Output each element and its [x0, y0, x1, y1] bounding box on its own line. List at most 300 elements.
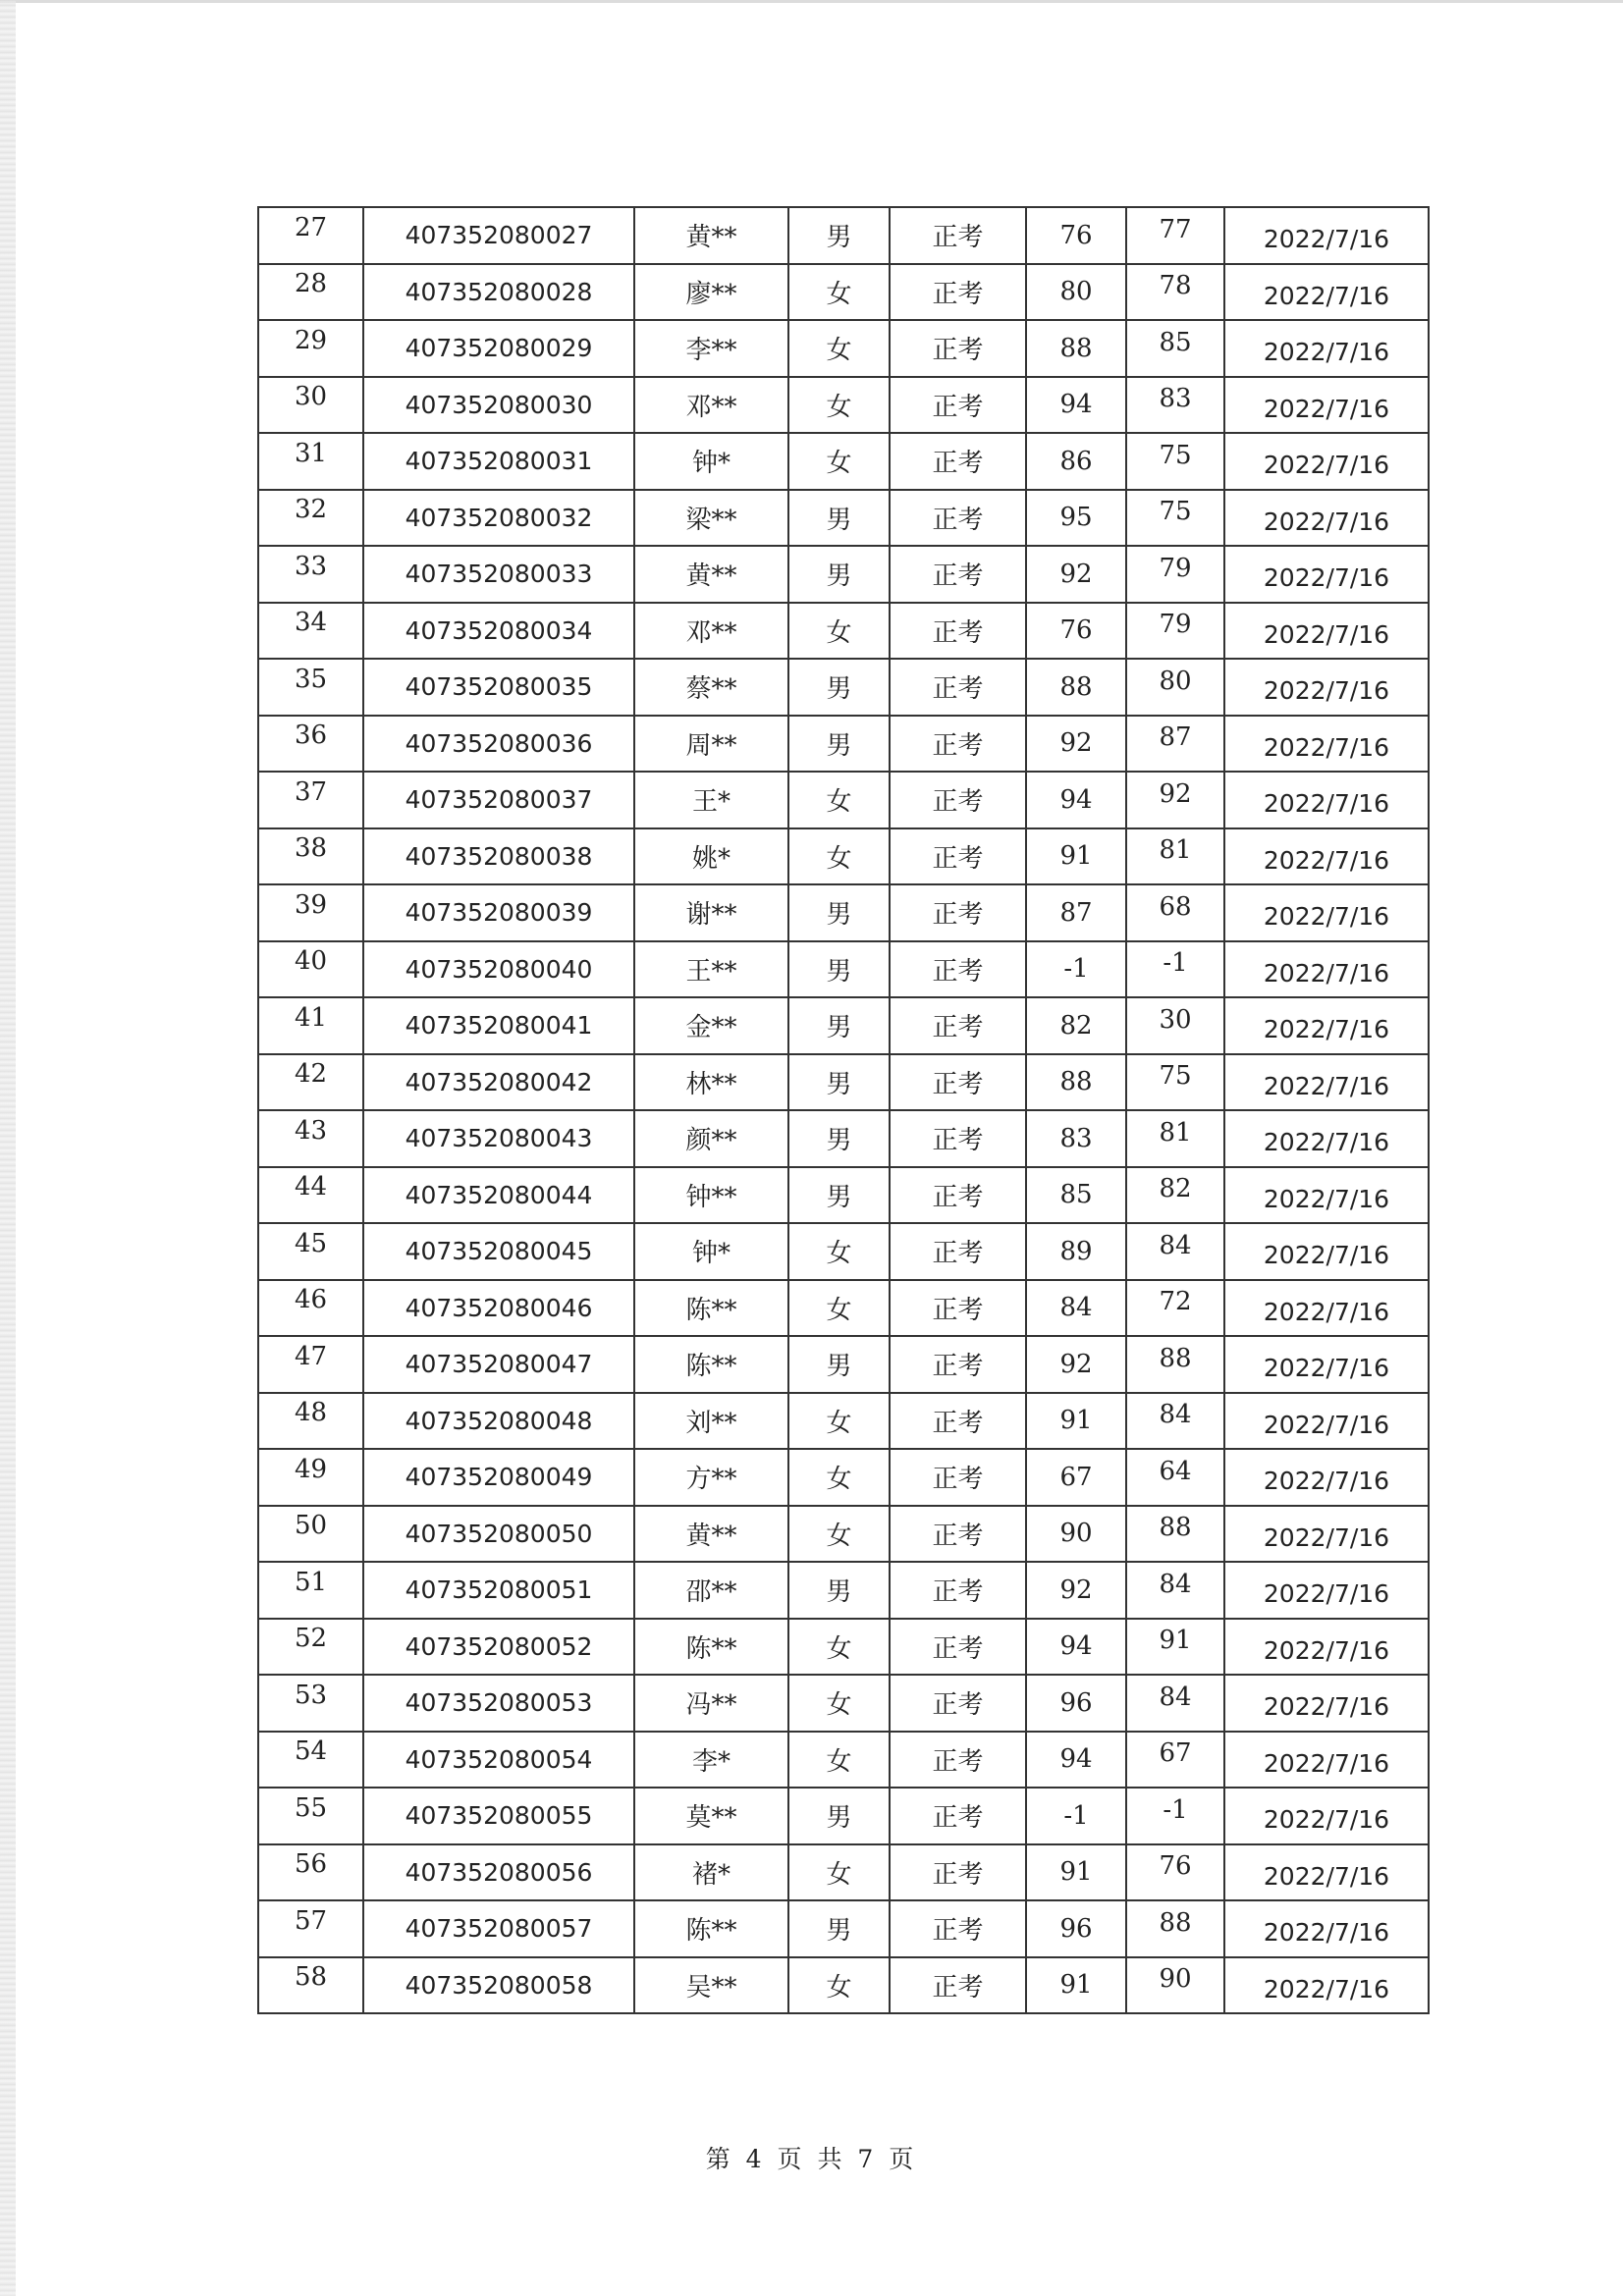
score-1-cell [1026, 941, 1126, 998]
row-number: 45 [294, 1228, 328, 1258]
exam-date-cell [1224, 264, 1429, 321]
score-2-cell [1126, 1675, 1224, 1732]
exam-id: 407352080053 [405, 1688, 593, 1718]
candidate-name: 黄** [685, 561, 737, 592]
row-number-cell [258, 320, 363, 377]
exam-date-cell [1224, 1223, 1429, 1280]
exam-date-cell [1224, 1957, 1429, 2014]
gender-cell [788, 1167, 890, 1224]
exam-type-cell [890, 1167, 1026, 1224]
exam-type: 正考 [932, 1972, 984, 2002]
exam-type-cell [890, 997, 1026, 1054]
table-row [258, 490, 1429, 547]
score-1: 85 [1059, 1180, 1093, 1210]
table-row [258, 603, 1429, 660]
score-1: 76 [1059, 220, 1093, 250]
gender: 女 [826, 1295, 852, 1325]
gender-cell [788, 1844, 890, 1901]
score-2-cell [1126, 828, 1224, 885]
score-2-cell [1126, 1393, 1224, 1450]
gender-cell [788, 1223, 890, 1280]
candidate-name-cell [634, 264, 788, 321]
score-2: 81 [1159, 835, 1192, 866]
exam-date: 2022/7/16 [1263, 1522, 1390, 1552]
table-row [258, 264, 1429, 321]
score-2: 84 [1159, 1569, 1192, 1599]
score-1-cell [1026, 828, 1126, 885]
row-number: 54 [294, 1736, 328, 1767]
score-1: 88 [1059, 671, 1093, 702]
exam-date-cell [1224, 490, 1429, 547]
candidate-name-cell [634, 1562, 788, 1619]
exam-date-cell [1224, 1619, 1429, 1676]
score-1: -1 [1063, 954, 1089, 985]
exam-id: 407352080048 [405, 1406, 593, 1435]
table-row [258, 546, 1429, 603]
exam-date: 2022/7/16 [1263, 1354, 1390, 1383]
row-number-cell [258, 659, 363, 716]
scan-top-edge [0, 0, 1623, 3]
candidate-name: 刘** [685, 1408, 737, 1438]
exam-type: 正考 [932, 505, 984, 535]
exam-id-cell [363, 1619, 634, 1676]
exam-type-cell [890, 1506, 1026, 1563]
score-1-cell [1026, 1223, 1126, 1280]
gender-cell [788, 1449, 890, 1506]
exam-type-cell [890, 716, 1026, 773]
exam-id: 407352080033 [405, 560, 593, 589]
row-number-cell [258, 546, 363, 603]
exam-date: 2022/7/16 [1263, 845, 1390, 875]
candidate-name: 方** [685, 1465, 737, 1495]
gender-cell [788, 490, 890, 547]
exam-type: 正考 [932, 617, 984, 648]
score-1-cell [1026, 716, 1126, 773]
exam-id: 407352080049 [405, 1463, 593, 1492]
candidate-name-cell [634, 941, 788, 998]
gender: 女 [826, 279, 852, 309]
candidate-name-cell [634, 1449, 788, 1506]
exam-id-cell [363, 828, 634, 885]
score-1-cell [1026, 207, 1126, 264]
candidate-name-cell [634, 1844, 788, 1901]
gender-cell [788, 659, 890, 716]
gender: 女 [826, 843, 852, 874]
candidate-name-cell [634, 433, 788, 490]
score-1: 94 [1059, 784, 1093, 815]
exam-type: 正考 [932, 1803, 984, 1834]
gender: 男 [826, 1352, 852, 1382]
exam-id-cell [363, 377, 634, 434]
exam-type-cell [890, 1900, 1026, 1957]
score-2: 79 [1159, 553, 1192, 583]
gender: 女 [826, 1690, 852, 1721]
row-number-cell [258, 1280, 363, 1337]
exam-date-cell [1224, 1449, 1429, 1506]
exam-id-cell [363, 1844, 634, 1901]
exam-type-cell [890, 1110, 1026, 1167]
candidate-name: 李** [685, 336, 737, 366]
table-row [258, 1506, 1429, 1563]
row-number: 29 [294, 325, 328, 355]
gender: 女 [826, 1408, 852, 1438]
score-2: 92 [1159, 778, 1192, 809]
table-row [258, 1167, 1429, 1224]
score-1-cell [1026, 772, 1126, 828]
exam-type: 正考 [932, 1916, 984, 1947]
exam-type-cell [890, 1054, 1026, 1111]
exam-type: 正考 [932, 1239, 984, 1269]
row-number-cell [258, 828, 363, 885]
exam-id: 407352080050 [405, 1519, 593, 1548]
table-row [258, 377, 1429, 434]
score-2: 77 [1159, 214, 1192, 244]
row-number: 49 [294, 1454, 328, 1484]
candidate-name: 陈** [685, 1352, 737, 1382]
row-number: 44 [294, 1172, 328, 1202]
exam-date-cell [1224, 1110, 1429, 1167]
row-number-cell [258, 1732, 363, 1789]
gender-cell [788, 1506, 890, 1563]
score-2-cell [1126, 1280, 1224, 1337]
row-number-cell [258, 1788, 363, 1844]
exam-id-cell [363, 1054, 634, 1111]
score-1-cell [1026, 1788, 1126, 1844]
table-row [258, 1900, 1429, 1957]
score-2-cell [1126, 1223, 1224, 1280]
exam-date: 2022/7/16 [1263, 1467, 1390, 1496]
exam-type-cell [890, 1223, 1026, 1280]
gender: 女 [826, 1746, 852, 1777]
exam-id: 407352080042 [405, 1067, 593, 1096]
score-2: 72 [1159, 1287, 1192, 1317]
score-2: 75 [1159, 497, 1192, 527]
table-row [258, 997, 1429, 1054]
score-2-cell [1126, 997, 1224, 1054]
score-1: 92 [1059, 1349, 1093, 1379]
gender-cell [788, 1336, 890, 1393]
candidate-name: 莫** [685, 1803, 737, 1834]
score-1: 89 [1059, 1236, 1093, 1266]
exam-date: 2022/7/16 [1263, 225, 1390, 254]
row-number: 51 [294, 1567, 328, 1597]
exam-type-cell [890, 377, 1026, 434]
exam-id-cell [363, 997, 634, 1054]
row-number: 57 [294, 1905, 328, 1936]
exam-type-cell [890, 1562, 1026, 1619]
exam-type: 正考 [932, 1859, 984, 1890]
candidate-name-cell [634, 490, 788, 547]
exam-id-cell [363, 1393, 634, 1450]
gender: 女 [826, 1521, 852, 1551]
exam-type: 正考 [932, 392, 984, 422]
exam-id-cell [363, 264, 634, 321]
candidate-name: 黄** [685, 223, 737, 253]
results-table [257, 206, 1430, 2014]
score-1-cell [1026, 1336, 1126, 1393]
exam-date-cell [1224, 884, 1429, 941]
candidate-name: 褚* [691, 1859, 730, 1890]
candidate-name-cell [634, 997, 788, 1054]
exam-id: 407352080031 [405, 447, 593, 476]
row-number: 42 [294, 1059, 328, 1090]
candidate-name: 林** [685, 1069, 737, 1099]
exam-type: 正考 [932, 279, 984, 309]
table-row [258, 320, 1429, 377]
exam-type: 正考 [932, 1069, 984, 1099]
exam-type-cell [890, 772, 1026, 828]
exam-date: 2022/7/16 [1263, 1297, 1390, 1326]
score-2: 88 [1159, 1343, 1192, 1373]
candidate-name: 邵** [685, 1577, 737, 1608]
table-row [258, 1280, 1429, 1337]
exam-date-cell [1224, 433, 1429, 490]
table-row [258, 828, 1429, 885]
exam-date: 2022/7/16 [1263, 789, 1390, 819]
exam-id-cell [363, 1788, 634, 1844]
score-1: 91 [1059, 1970, 1093, 2001]
candidate-name-cell [634, 1280, 788, 1337]
exam-type: 正考 [932, 674, 984, 705]
score-1: 86 [1059, 446, 1093, 476]
row-number: 39 [294, 889, 328, 920]
gender-cell [788, 997, 890, 1054]
exam-date-cell [1224, 1562, 1429, 1619]
row-number-cell [258, 1957, 363, 2014]
exam-id-cell [363, 1900, 634, 1957]
exam-type-cell [890, 207, 1026, 264]
score-1: 90 [1059, 1519, 1093, 1549]
exam-date-cell [1224, 1675, 1429, 1732]
exam-date: 2022/7/16 [1263, 1748, 1390, 1778]
candidate-name-cell [634, 1167, 788, 1224]
exam-id-cell [363, 1110, 634, 1167]
exam-date: 2022/7/16 [1263, 1974, 1390, 2003]
exam-type-cell [890, 264, 1026, 321]
score-1-cell [1026, 433, 1126, 490]
exam-date: 2022/7/16 [1263, 1071, 1390, 1100]
exam-id: 407352080046 [405, 1293, 593, 1322]
score-2: 75 [1159, 440, 1192, 470]
score-2: 90 [1159, 1964, 1192, 1995]
table-row [258, 1223, 1429, 1280]
gender: 男 [826, 505, 852, 535]
exam-id: 407352080044 [405, 1180, 593, 1209]
table-row [258, 1619, 1429, 1676]
row-number: 47 [294, 1341, 328, 1371]
candidate-name-cell [634, 772, 788, 828]
row-number: 35 [294, 664, 328, 694]
row-number-cell [258, 433, 363, 490]
gender-cell [788, 377, 890, 434]
score-2: 82 [1159, 1174, 1192, 1204]
exam-type-cell [890, 1280, 1026, 1337]
gender-cell [788, 1732, 890, 1789]
candidate-name: 陈** [685, 1295, 737, 1325]
candidate-name-cell [634, 377, 788, 434]
candidate-name: 黄** [685, 1521, 737, 1551]
exam-type-cell [890, 1393, 1026, 1450]
exam-date-cell [1224, 1167, 1429, 1224]
gender: 男 [826, 1916, 852, 1947]
row-number-cell [258, 1844, 363, 1901]
score-2-cell [1126, 546, 1224, 603]
gender-cell [788, 1788, 890, 1844]
gender: 男 [826, 956, 852, 987]
exam-type: 正考 [932, 787, 984, 818]
exam-id-cell [363, 716, 634, 773]
score-2-cell [1126, 1900, 1224, 1957]
table-row [258, 1110, 1429, 1167]
table-row [258, 1562, 1429, 1619]
exam-date-cell [1224, 1788, 1429, 1844]
exam-date-cell [1224, 1844, 1429, 1901]
row-number-cell [258, 1393, 363, 1450]
table-row [258, 884, 1429, 941]
score-1-cell [1026, 264, 1126, 321]
gender: 女 [826, 1465, 852, 1495]
exam-id-cell [363, 659, 634, 716]
page-footer: 第 4 页 共 7 页 [705, 2145, 918, 2173]
candidate-name: 钟** [685, 1182, 737, 1212]
score-1-cell [1026, 1562, 1126, 1619]
exam-date-cell [1224, 546, 1429, 603]
gender: 女 [826, 1239, 852, 1269]
exam-date: 2022/7/16 [1263, 394, 1390, 423]
candidate-name: 王** [685, 956, 737, 987]
table-row [258, 1957, 1429, 2014]
exam-id: 407352080057 [405, 1914, 593, 1944]
table-row [258, 716, 1429, 773]
score-2: -1 [1163, 1794, 1188, 1825]
row-number-cell [258, 1054, 363, 1111]
row-number: 50 [294, 1511, 328, 1541]
score-2-cell [1126, 1449, 1224, 1506]
score-2-cell [1126, 377, 1224, 434]
gender-cell [788, 546, 890, 603]
gender-cell [788, 941, 890, 998]
exam-date: 2022/7/16 [1263, 619, 1390, 649]
gender: 男 [826, 1577, 852, 1608]
score-1-cell [1026, 1957, 1126, 2014]
exam-id: 407352080051 [405, 1575, 593, 1605]
exam-type-cell [890, 1675, 1026, 1732]
score-2-cell [1126, 884, 1224, 941]
row-number-cell [258, 1619, 363, 1676]
score-2-cell [1126, 264, 1224, 321]
row-number: 58 [294, 1962, 328, 1993]
score-2: 64 [1159, 1456, 1192, 1486]
gender: 男 [826, 900, 852, 931]
row-number: 43 [294, 1115, 328, 1146]
exam-id-cell [363, 1280, 634, 1337]
score-1-cell [1026, 659, 1126, 716]
exam-date: 2022/7/16 [1263, 1692, 1390, 1722]
score-1-cell [1026, 1506, 1126, 1563]
exam-id: 407352080036 [405, 728, 593, 758]
exam-date: 2022/7/16 [1263, 676, 1390, 706]
gender-cell [788, 264, 890, 321]
exam-date: 2022/7/16 [1263, 451, 1390, 480]
row-number: 56 [294, 1849, 328, 1880]
exam-date: 2022/7/16 [1263, 1918, 1390, 1948]
row-number-cell [258, 1675, 363, 1732]
score-2-cell [1126, 1788, 1224, 1844]
row-number-cell [258, 603, 363, 660]
candidate-name-cell [634, 546, 788, 603]
score-2-cell [1126, 1336, 1224, 1393]
exam-id-cell [363, 1675, 634, 1732]
exam-type-cell [890, 828, 1026, 885]
row-number-cell [258, 1167, 363, 1224]
candidate-name: 钟* [691, 1239, 730, 1269]
exam-id-cell [363, 1562, 634, 1619]
candidate-name: 邓** [685, 617, 737, 648]
row-number: 28 [294, 269, 328, 299]
row-number: 30 [294, 382, 328, 412]
row-number-cell [258, 716, 363, 773]
score-2: 30 [1159, 1004, 1192, 1035]
exam-id-cell [363, 1732, 634, 1789]
candidate-name-cell [634, 1732, 788, 1789]
gender: 男 [826, 561, 852, 592]
exam-id: 407352080058 [405, 1970, 593, 2000]
exam-date: 2022/7/16 [1263, 338, 1390, 367]
exam-type-cell [890, 1732, 1026, 1789]
score-1-cell [1026, 1732, 1126, 1789]
exam-date-cell [1224, 1506, 1429, 1563]
candidate-name: 姚* [691, 843, 730, 874]
exam-date: 2022/7/16 [1263, 1410, 1390, 1439]
exam-type: 正考 [932, 223, 984, 253]
gender-cell [788, 1619, 890, 1676]
candidate-name: 邓** [685, 392, 737, 422]
row-number-cell [258, 1506, 363, 1563]
score-2-cell [1126, 1562, 1224, 1619]
score-1-cell [1026, 1054, 1126, 1111]
exam-date-cell [1224, 320, 1429, 377]
gender: 女 [826, 1633, 852, 1664]
exam-date: 2022/7/16 [1263, 958, 1390, 988]
exam-id-cell [363, 320, 634, 377]
gender: 女 [826, 392, 852, 422]
score-2: 87 [1159, 722, 1192, 753]
exam-date: 2022/7/16 [1263, 902, 1390, 932]
candidate-name: 颜** [685, 1126, 737, 1156]
table-row [258, 772, 1429, 828]
exam-date: 2022/7/16 [1263, 563, 1390, 593]
exam-type: 正考 [932, 1182, 984, 1212]
gender-cell [788, 828, 890, 885]
gender: 女 [826, 336, 852, 366]
score-2-cell [1126, 1957, 1224, 2014]
score-2: 88 [1159, 1513, 1192, 1543]
candidate-name-cell [634, 603, 788, 660]
gender-cell [788, 716, 890, 773]
row-number-cell [258, 1110, 363, 1167]
score-2-cell [1126, 772, 1224, 828]
exam-id: 407352080055 [405, 1801, 593, 1831]
row-number-cell [258, 1336, 363, 1393]
candidate-name: 蔡** [685, 674, 737, 705]
exam-type-cell [890, 1336, 1026, 1393]
exam-type-cell [890, 1844, 1026, 1901]
exam-date-cell [1224, 659, 1429, 716]
gender-cell [788, 1110, 890, 1167]
exam-date-cell [1224, 1732, 1429, 1789]
candidate-name-cell [634, 1506, 788, 1563]
exam-date-cell [1224, 941, 1429, 998]
